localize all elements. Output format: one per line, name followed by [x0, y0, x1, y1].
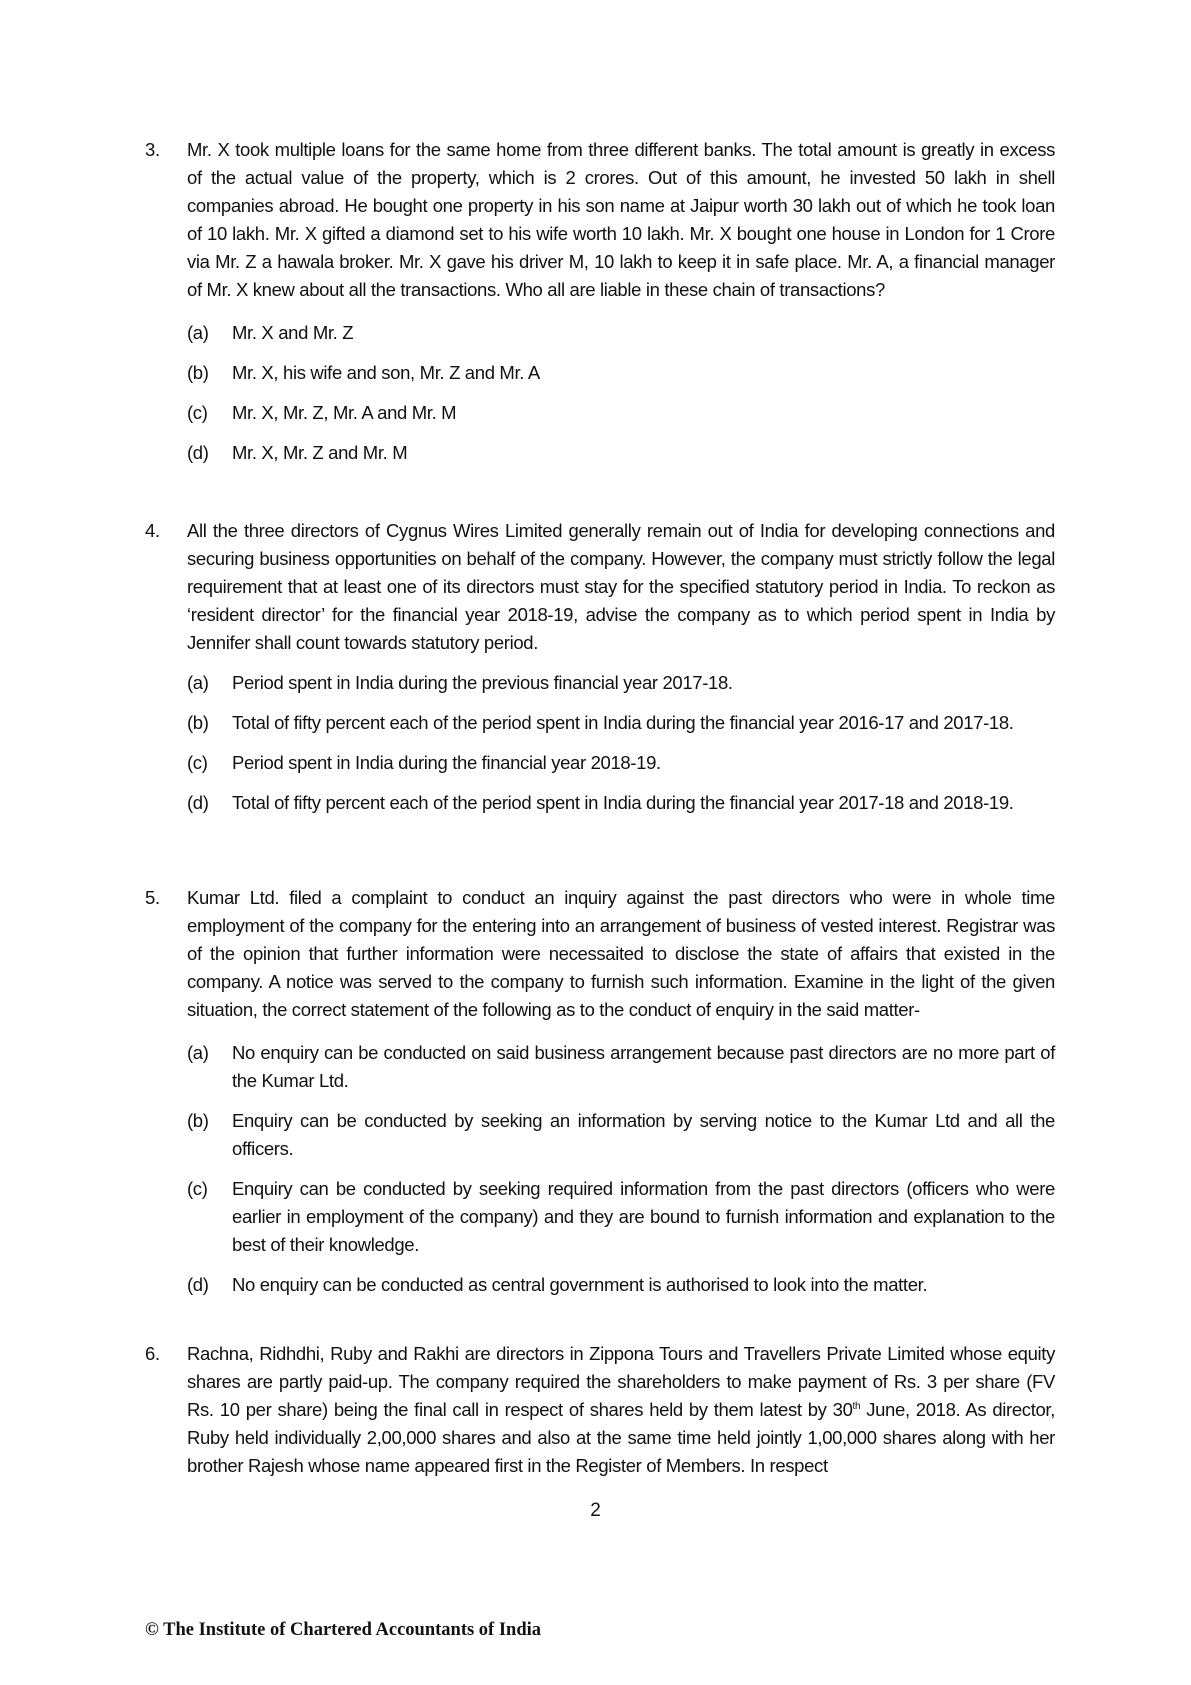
- question-5: [145, 884, 1055, 1299]
- option-b: [187, 359, 1055, 387]
- question-number: 4.: [145, 520, 160, 541]
- question-4: [145, 517, 1055, 817]
- option-text: No enquiry can be conducted on said business arrangement because past directors are no more part of the Kumar Ltd.: [232, 1042, 1055, 1091]
- question-stem: Mr. X took multiple loans for the same home from three different banks. The total amount is greatly in excess of the actual value of the property, which is 2 crores. Out of this amount, he invested 50 lakh in shell companies abroad. He bought one property in his son name at Jaipur worth 30 lakh out of which he took loan of 10 lakh. Mr. X gifted a diamond set to his wife worth 10 lakh. Mr. X bought one house in London for 1 Crore via Mr. Z a hawala broker. Mr. X gave his driver M, 10 lakh to keep it in safe place. Mr. A, a financial manager of Mr. X knew about all the transactions. Who all are liable in these chain of transactions?: [187, 139, 1055, 300]
- option-text: Mr. X, Mr. Z and Mr. M: [232, 442, 408, 463]
- option-text: No enquiry can be conducted as central government is authorised to look into the matter.: [232, 1274, 928, 1295]
- page-number: 2: [590, 1500, 601, 1521]
- options-list: [187, 1039, 1055, 1299]
- question-6: [145, 1340, 1055, 1480]
- option-text: Enquiry can be conducted by seeking required information from the past directors (officers who were earlier in employment of the company) and they are bound to furnish information and explanation to the best of their knowledge.: [232, 1178, 1055, 1255]
- options-list: [187, 669, 1055, 817]
- option-label: (b): [187, 1110, 209, 1131]
- question-stem: [187, 1340, 1055, 1480]
- option-label: (a): [187, 672, 209, 693]
- option-c: [187, 1175, 1055, 1259]
- option-label: (d): [187, 1274, 209, 1295]
- option-a: [187, 669, 1055, 697]
- option-label: (d): [187, 792, 209, 813]
- question-3: [145, 136, 1055, 467]
- option-label: (a): [187, 322, 209, 343]
- question-number: 5.: [145, 887, 160, 908]
- question-stem: Kumar Ltd. filed a complaint to conduct an inquiry against the past directors who were in whole time employment of the company for the entering into an arrangement of business of vested interest. Registrar was of the opinion that further information were necessaited to disclose the state of affairs that existed in the company. A notice was served to the company to furnish such information. Examine in the light of the given situation, the correct statement of the following as to the conduct of enquiry in the said matter-: [187, 887, 1055, 1020]
- option-d: [187, 789, 1055, 817]
- option-label: (b): [187, 712, 209, 733]
- option-text: Period spent in India during the financial year 2018-19.: [232, 752, 661, 773]
- option-a: [187, 1039, 1055, 1095]
- option-d: [187, 1271, 1055, 1299]
- question-number: 6.: [145, 1343, 160, 1364]
- option-text: Total of fifty percent each of the period spent in India during the financial year 2017-18 and 2018-19.: [232, 792, 1014, 813]
- question-number: 3.: [145, 139, 160, 160]
- option-label: (b): [187, 362, 209, 383]
- question-stem-part-2: June, 2018. As director, Ruby held individually 2,00,000 shares and also at the same time held jointly 1,00,000 shares along with her brother Rajesh whose name appeared first in the Register of Members. In respect: [187, 1399, 1055, 1476]
- option-b: [187, 709, 1055, 737]
- option-c: [187, 399, 1055, 427]
- option-label: (c): [187, 402, 208, 423]
- option-a: [187, 319, 1055, 347]
- options-list: [187, 319, 1055, 467]
- option-b: [187, 1107, 1055, 1163]
- footer-copyright: © The Institute of Chartered Accountants of India: [145, 1620, 542, 1640]
- question-stem-part-1: Rachna, Ridhdhi, Ruby and Rakhi are directors in Zippona Tours and Travellers Private Limited whose equity shares are partly paid-up. The company required the shareholders to make payment of Rs. 3 per share (FV Rs. 10 per share) being the final call in respect of shares held by them latest by 30: [187, 1343, 1055, 1420]
- option-label: (c): [187, 1178, 208, 1199]
- ordinal-suffix: th: [852, 1400, 861, 1412]
- option-text: Mr. X, Mr. Z, Mr. A and Mr. M: [232, 402, 457, 423]
- option-label: (d): [187, 442, 209, 463]
- option-label: (a): [187, 1042, 209, 1063]
- option-text: Mr. X, his wife and son, Mr. Z and Mr. A: [232, 362, 540, 383]
- option-label: (c): [187, 752, 208, 773]
- option-text: Total of fifty percent each of the period spent in India during the financial year 2016-17 and 2017-18.: [232, 712, 1014, 733]
- option-d: [187, 439, 1055, 467]
- option-text: Mr. X and Mr. Z: [232, 322, 354, 343]
- option-text: Enquiry can be conducted by seeking an information by serving notice to the Kumar Ltd and all the officers.: [232, 1110, 1055, 1159]
- option-c: [187, 749, 1055, 777]
- question-stem: All the three directors of Cygnus Wires Limited generally remain out of India for developing connections and securing business opportunities on behalf of the company. However, the company must strictly follow the legal requirement that at least one of its directors must stay for the specified statutory period in India. To reckon as ‘resident director’ for the financial year 2018-19, advise the company as to which period spent in India by Jennifer shall count towards statutory period.: [187, 520, 1055, 653]
- option-text: Period spent in India during the previous financial year 2017-18.: [232, 672, 733, 693]
